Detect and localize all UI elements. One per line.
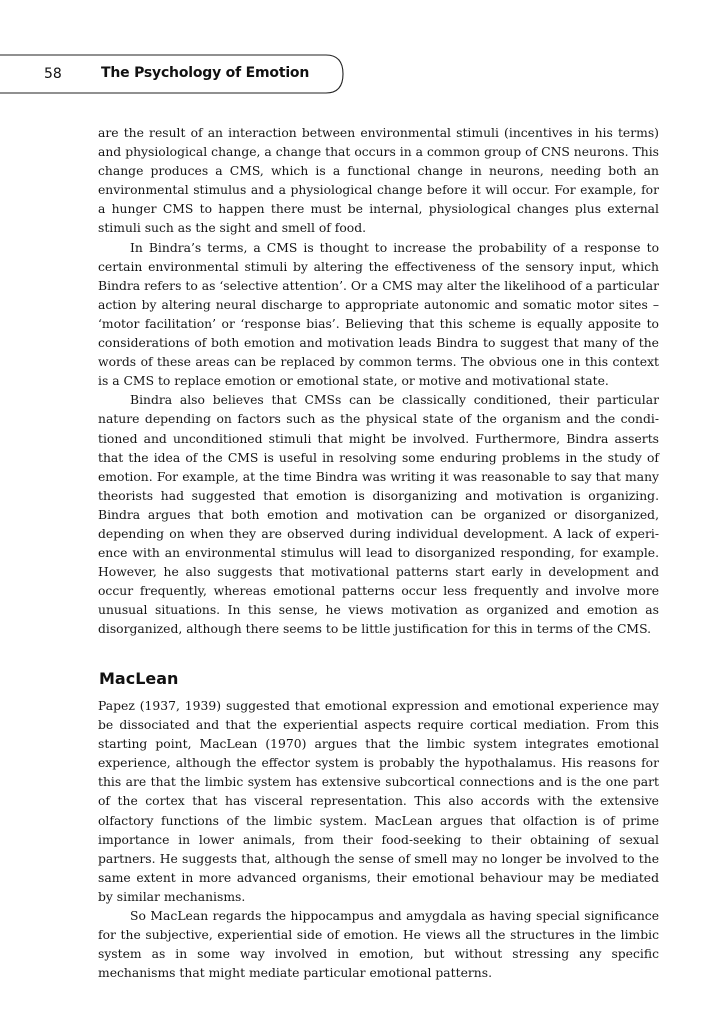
paragraph: are the result of an interaction between environmental stimuli (incentives in his terms) and physiological change, a change that occurs in a common group of CNS neurons. This change produces a CMS, which is a functional change in neurons, needing both an environmental stimulus and a physiological change before it will occur. For example, for a hunger CMS to happen there must be internal, physiological changes plus external stimuli such as the sight and smell of food. [98, 126, 659, 236]
section-bindra-continued [98, 124, 659, 640]
section-heading-maclean: MacLean [99, 669, 179, 688]
paragraph: Bindra also believes that CMSs can be classically conditioned, their particular nature depending on factors such as the physical state of the organism and the conditioned and unconditioned stimuli that might be involved. Furthermore, Bindra asserts that the idea of the CMS is useful in resolving some enduring problems in the study of emotion. For example, at the time Bindra was writing it was reasonable to say that many theorists had suggested that emotion is disorganizing and motivation is organizing. Bindra argues that both emotion and motivation can be organized or disorganized, depending on when they are observed during individual development. A lack of experience with an environmental stimulus will lead to disorganized responding, for example. However, he also suggests that motivational patterns start early in development and occur frequently, whereas emotional patterns occur less frequently and involve more unusual situations. In this sense, he views motivation as organized and emotion as disorganized, although there seems to be little justification for this in terms of the CMS. [98, 393, 659, 637]
book-title: The Psychology of Emotion [101, 65, 310, 81]
section-maclean [98, 697, 659, 983]
running-head [0, 54, 344, 94]
page-number: 58 [44, 66, 62, 82]
paragraph: Papez (1937, 1939) suggested that emotional expression and emotional experience may be dissociated and that the experiential aspects require cortical mediation. From this starting point, MacLean (1970) argues that the limbic system integrates emotional experience, although the effector system is probably the hypothalamus. His reasons for this are that the limbic system has extensive subcortical connections and is the one part of the cortex that has visceral representation. This also accords with the extensive olfactory functions of the limbic system. MacLean argues that olfaction is of prime importance in lower animals, from their food-seeking to their obtaining of sexual partners. He suggests that, although the sense of smell may no longer be involved to the same extent in more advanced organisms, their emotional behaviour may be mediated by similar mechanisms. [98, 699, 659, 904]
paragraph: So MacLean regards the hippocampus and amygdala as having special significance for the subjective, experiential side of emotion. He views all the structures in the limbic system as in some way involved in emotion, but without stressing any specific mechanisms that might mediate particular emotional patterns. [98, 909, 659, 981]
paragraph: In Bindra’s terms, a CMS is thought to increase the probability of a response to certain environmental stimuli by altering the effectiveness of the sensory input, which Bindra refers to as ‘selective attention’. Or a CMS may alter the likelihood of a particular action by altering neural discharge to appropriate autonomic and somatic motor sites – ‘motor facilitation’ or ‘response bias’. Believing that this scheme is equally apposite to considerations of both emotion and motivation leads Bindra to suggest that many of the words of these areas can be replaced by common terms. The obvious one in this context is a CMS to replace emotion or emotional state, or motive and motivational state. [98, 240, 659, 389]
